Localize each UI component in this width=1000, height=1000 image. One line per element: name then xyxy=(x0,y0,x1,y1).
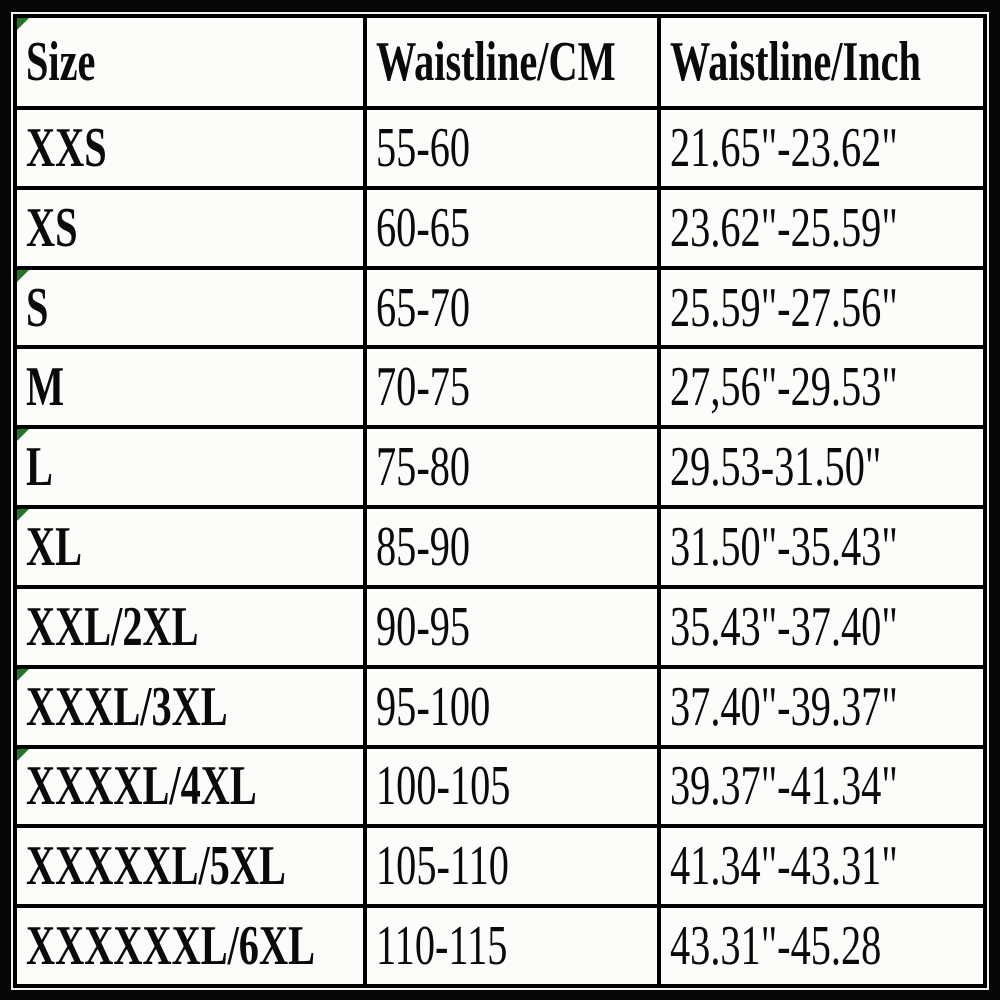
cell-text: XXL/2XL xyxy=(26,595,199,658)
cell-text: S xyxy=(26,276,49,339)
cell-cm xyxy=(365,268,659,348)
table-row xyxy=(15,667,985,747)
cell-inch xyxy=(659,188,985,268)
cell-size xyxy=(15,826,365,906)
cell-inch xyxy=(659,108,985,188)
table-row xyxy=(15,347,985,427)
table-body xyxy=(15,108,985,986)
cell-cm xyxy=(365,108,659,188)
cell-text: 43.31"-45.28 xyxy=(670,915,882,978)
cell-text: 29.53-31.50" xyxy=(670,436,882,499)
table-row xyxy=(15,108,985,188)
cell-inch xyxy=(659,667,985,747)
cell-inch xyxy=(659,507,985,587)
cell-cm xyxy=(365,188,659,268)
cell-text: XXXL/3XL xyxy=(26,675,228,738)
cell-text: 27,56"-29.53" xyxy=(670,356,898,419)
cell-corner-marker-icon xyxy=(17,18,29,30)
header-row xyxy=(15,16,985,108)
cell-cm xyxy=(365,347,659,427)
table-row xyxy=(15,587,985,667)
header-waistline-inch xyxy=(659,16,985,108)
cell-text: 31.50"-35.43" xyxy=(670,515,898,578)
table-row xyxy=(15,268,985,348)
cell-text: XS xyxy=(26,196,78,259)
table-row xyxy=(15,826,985,906)
cell-text: 37.40"-39.37" xyxy=(670,675,898,738)
header-size xyxy=(15,16,365,108)
cell-cm xyxy=(365,906,659,986)
cell-inch xyxy=(659,268,985,348)
table-row xyxy=(15,507,985,587)
size-chart-table xyxy=(13,14,987,988)
cell-size xyxy=(15,906,365,986)
cell-text: 21.65"-23.62" xyxy=(670,116,898,179)
cell-cm xyxy=(365,826,659,906)
cell-text: 55-60 xyxy=(376,116,471,179)
cell-size xyxy=(15,268,365,348)
cell-text: 25.59"-27.56" xyxy=(670,276,898,339)
table-row xyxy=(15,188,985,268)
cell-inch xyxy=(659,347,985,427)
header-waistline-inch-label: Waistline/Inch xyxy=(670,31,922,93)
cell-inch xyxy=(659,906,985,986)
cell-inch xyxy=(659,747,985,827)
table-header xyxy=(15,16,985,108)
cell-cm xyxy=(365,427,659,507)
cell-text: 41.34"-43.31" xyxy=(670,835,898,898)
cell-text: XXXXXL/5XL xyxy=(26,835,286,898)
cell-text: XXXXXXL/6XL xyxy=(26,915,315,978)
cell-size xyxy=(15,507,365,587)
cell-text: M xyxy=(26,356,65,419)
cell-size xyxy=(15,108,365,188)
cell-text: 70-75 xyxy=(376,356,471,419)
size-chart-wrap xyxy=(11,12,989,990)
cell-cm xyxy=(365,587,659,667)
cell-text: 100-105 xyxy=(376,755,511,818)
cell-size xyxy=(15,188,365,268)
table-row xyxy=(15,427,985,507)
cell-text: XXXXL/4XL xyxy=(26,755,257,818)
cell-text: 60-65 xyxy=(376,196,471,259)
cell-text: XL xyxy=(26,515,83,578)
header-waistline-cm xyxy=(365,16,659,108)
cell-text: L xyxy=(26,436,53,499)
cell-text: 85-90 xyxy=(376,515,471,578)
cell-inch xyxy=(659,587,985,667)
cell-size xyxy=(15,427,365,507)
cell-size xyxy=(15,347,365,427)
cell-text: 110-115 xyxy=(376,915,508,978)
cell-text: 95-100 xyxy=(376,675,491,738)
header-waistline-cm-label: Waistline/CM xyxy=(376,31,616,93)
cell-size xyxy=(15,667,365,747)
cell-cm xyxy=(365,667,659,747)
cell-size xyxy=(15,747,365,827)
header-size-label: Size xyxy=(26,31,96,93)
cell-size xyxy=(15,587,365,667)
table-row xyxy=(15,906,985,986)
table-row xyxy=(15,747,985,827)
cell-cm xyxy=(365,747,659,827)
cell-text: 35.43"-37.40" xyxy=(670,595,898,658)
cell-inch xyxy=(659,826,985,906)
cell-text: 90-95 xyxy=(376,595,471,658)
cell-inch xyxy=(659,427,985,507)
cell-text: 75-80 xyxy=(376,436,471,499)
cell-text: 105-110 xyxy=(376,835,510,898)
cell-text: XXS xyxy=(26,116,107,179)
cell-cm xyxy=(365,507,659,587)
cell-text: 39.37"-41.34" xyxy=(670,755,898,818)
cell-text: 65-70 xyxy=(376,276,471,339)
cell-text: 23.62"-25.59" xyxy=(670,196,898,259)
